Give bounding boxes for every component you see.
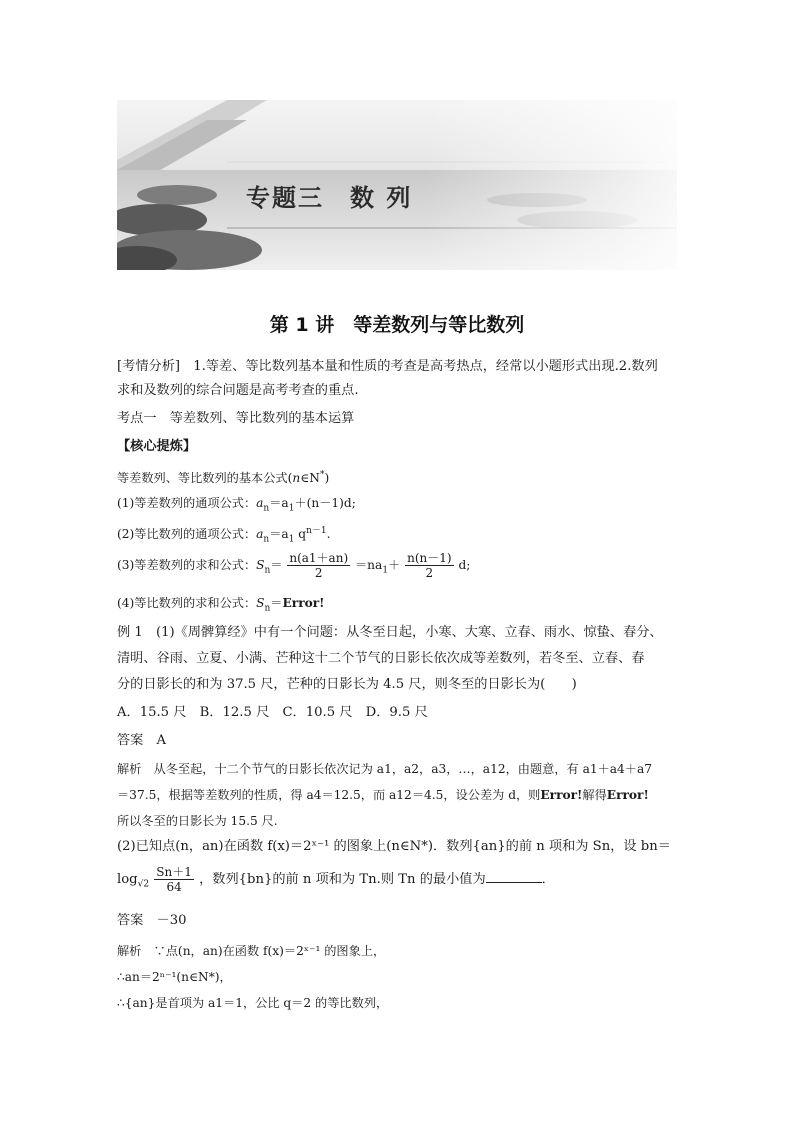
topic-heading: 考点一 等差数列、等比数列的基本运算 (117, 411, 355, 426)
solution-line-3: 所以冬至的日影长为 15.5 尺. (117, 814, 278, 828)
solution-line-2: ＝37.5，根据等差数列的性质，得 a4＝12.5，而 a12＝4.5，设公差为 d，则Error!解得Error! (117, 788, 649, 802)
core-summary-heading: 【核心提炼】 (117, 439, 197, 454)
answer-1: 答案 A (117, 733, 167, 748)
formula-intro: 等差数列、等比数列的基本公式(n∈N*) (117, 470, 330, 486)
answer-blank (486, 868, 542, 883)
formula-4: (4)等比数列的求和公式：$S_n=Error$! (117, 596, 325, 614)
fraction-2: $\frac{n(n-1)}{2}$ (407, 551, 452, 580)
example-line-3: 分的日影长的和为 37.5 尺，芒种的日影长为 4.5 尺，则冬至的日影长为( ) (117, 677, 577, 692)
solution-2-line-2: ∴an＝2ⁿ⁻¹(n∈N*)， (117, 970, 232, 984)
example-line-1: 例 1 (1)《周髀算经》中有一个问题：从冬至日起，小寒、大寒、立春、雨水、惊蛰、春分、 (117, 625, 663, 640)
problem-2-line-1: (2)已知点(n，an)在函数 f(x)＝2ˣ⁻¹ 的图象上(n∈N*)．数列{an}的前 n 项和为 Sn，设 bn＝ (117, 839, 671, 854)
exam-analysis-line-1: [考情分析] 1.等差、等比数列基本量和性质的考查是高考热点，经常以小题形式出现.2.数列 (117, 359, 658, 374)
answer-2: 答案 －30 (117, 913, 187, 928)
fraction-1: $\frac{n(a1+an)}{2}$ (289, 551, 349, 580)
lecture-title: 第 1 讲 等差数列与等比数列 (269, 314, 525, 336)
solution-2-line-3: ∴{an}是首项为 a1＝1，公比 q＝2 的等比数列， (117, 996, 389, 1010)
chapter-title: 专题三 数 列 (246, 184, 413, 212)
formula-1: (1)等差数列的通项公式：$a_n=a_1+(n-1)d$; (117, 496, 356, 514)
solution-2-line-1: 解析 ∵点(n，an)在函数 f(x)＝2ˣ⁻¹ 的图象上， (117, 944, 386, 958)
fraction-3: $\frac{Sn+1}{64}$ (156, 865, 192, 894)
exam-analysis-line-2: 求和及数列的综合问题是高考考查的重点. (117, 383, 359, 398)
problem-2-line-2: $\log_{√2}$ $\frac{Sn+1}{64}$ ，数列{bn}的前 n 项和为 Tn.则 Tn 的最小值为 ． (117, 865, 555, 894)
example-options: A．15.5 尺 B．12.5 尺 C．10.5 尺 D．9.5 尺 (117, 705, 428, 720)
formula-3: (3)等差数列的求和公式：$S_n=$ $\frac{n(a1+an)}{2}$ $=na_1+$ $\frac{n(n-1)}{2}$ d; (117, 551, 471, 580)
example-line-2: 清明、谷雨、立夏、小满、芒种这十二个节气的日影长依次成等差数列，若冬至、立春、春 (117, 651, 645, 666)
solution-line-1: 解析 从冬至起，十二个节气的日影长依次记为 a1，a2，a3，…，a12，由题意，有 a1＋a4＋a7 (117, 762, 653, 776)
formula-2: (2)等比数列的通项公式：$a_n=a_1$ $q^{n-1}$. (117, 526, 331, 545)
